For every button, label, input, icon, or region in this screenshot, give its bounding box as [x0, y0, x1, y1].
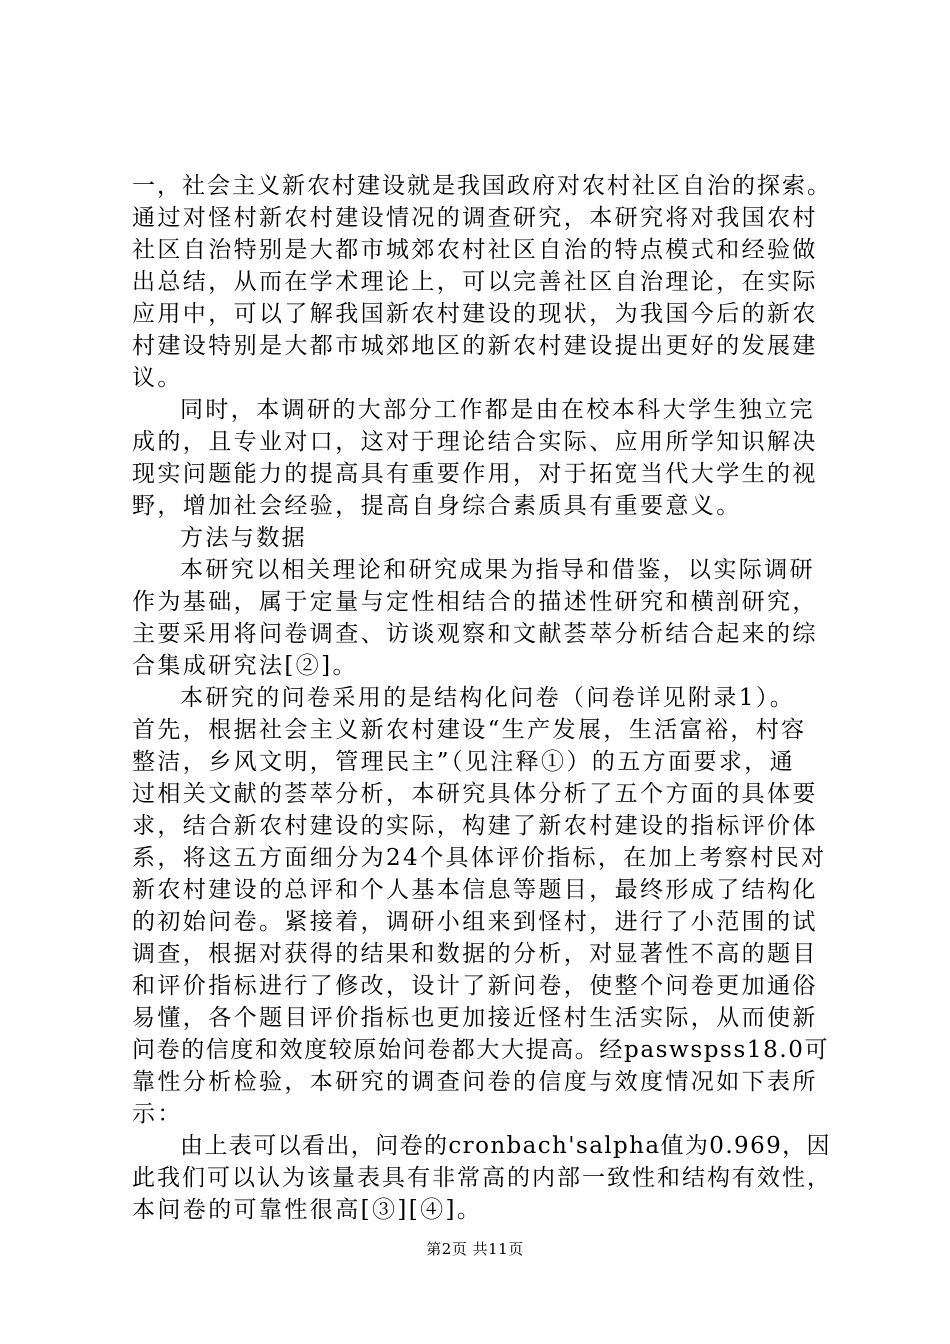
text-line: 合集成研究法[②]。	[132, 653, 358, 679]
text-line: 本问卷的可靠性很高[③][④]。	[132, 1197, 483, 1223]
text-line: 此我们可以认为该量表具有非常高的内部一致性和结构有效性，	[132, 1165, 832, 1191]
text-line: 同时，本调研的大部分工作都是由在校本科大学生独立完	[180, 397, 815, 423]
text-line: 易懂，各个题目评价指标也更加接近怪村生活实际，从而使新	[132, 1005, 818, 1031]
text-line: 由上表可以看出，问卷的cronbach'salpha值为0.969，因	[180, 1133, 831, 1159]
text-line: 作为基础，属于定量与定性相结合的描述性研究和横剖研究，	[132, 589, 818, 615]
text-line: 求，结合新农村建设的实际，构建了新农村建设的指标评价体	[132, 813, 818, 839]
text-line: 现实问题能力的提高具有重要作用，对于拓宽当代大学生的视	[132, 461, 818, 487]
text-line: 调查，根据对获得的结果和数据的分析，对显著性不高的题目	[132, 941, 818, 967]
text-line: 的初始问卷。紧接着，调研小组来到怪村，进行了小范围的试	[132, 909, 818, 935]
page-number: 第2页 共11页	[426, 1240, 524, 1258]
text-line: 应用中，可以了解我国新农村建设的现状，为我国今后的新农	[132, 301, 818, 327]
text-line: 系，将这五方面细分为24个具体评价指标，在加上考察村民对	[132, 845, 827, 871]
text-line: 本研究以相关理论和研究成果为指导和借鉴，以实际调研	[180, 557, 815, 583]
text-line: 成的，且专业对口，这对于理论结合实际、应用所学知识解决	[132, 429, 818, 455]
text-line: 新农村建设的总评和个人基本信息等题目，最终形成了结构化	[132, 877, 818, 903]
text-line: 示：	[132, 1101, 183, 1127]
text-line: 议。	[132, 365, 183, 391]
text-line: 过相关文献的荟萃分析，本研究具体分析了五个方面的具体要	[132, 781, 818, 807]
text-line: 和评价指标进行了修改，设计了新问卷，使整个问卷更加通俗	[132, 973, 818, 999]
text-line: 村建设特别是大都市城郊地区的新农村建设提出更好的发展建	[132, 333, 818, 359]
text-line: 本研究的问卷采用的是结构化问卷（问卷详见附录1）。	[180, 685, 796, 711]
text-line: 野，增加社会经验，提高自身综合素质具有重要意义。	[132, 493, 742, 519]
text-line: 一，社会主义新农村建设就是我国政府对农村社区自治的探索。	[132, 173, 832, 199]
text-line: 整洁，乡风文明，管理民主”（见注释①）的五方面要求，通	[132, 749, 796, 775]
text-line: 主要采用将问卷调查、访谈观察和文献荟萃分析结合起来的综	[132, 621, 818, 647]
text-line: 靠性分析检验，本研究的调查问卷的信度与效度情况如下表所	[132, 1069, 818, 1095]
body-text	[132, 170, 832, 1226]
text-line: 通过对怪村新农村建设情况的调查研究，本研究将对我国农村	[132, 205, 818, 231]
text-line: 问卷的信度和效度较原始问卷都大大提高。经paswspss18.0可	[132, 1037, 830, 1063]
text-line: 出总结，从而在学术理论上，可以完善社区自治理论，在实际	[132, 269, 818, 295]
text-line: 社区自治特别是大都市城郊农村社区自治的特点模式和经验做	[132, 237, 818, 263]
page-footer	[0, 1238, 950, 1259]
text-line: 首先，根据社会主义新农村建设“生产发展，生活富裕，村容	[132, 717, 807, 743]
section-heading: 方法与数据	[180, 525, 307, 551]
